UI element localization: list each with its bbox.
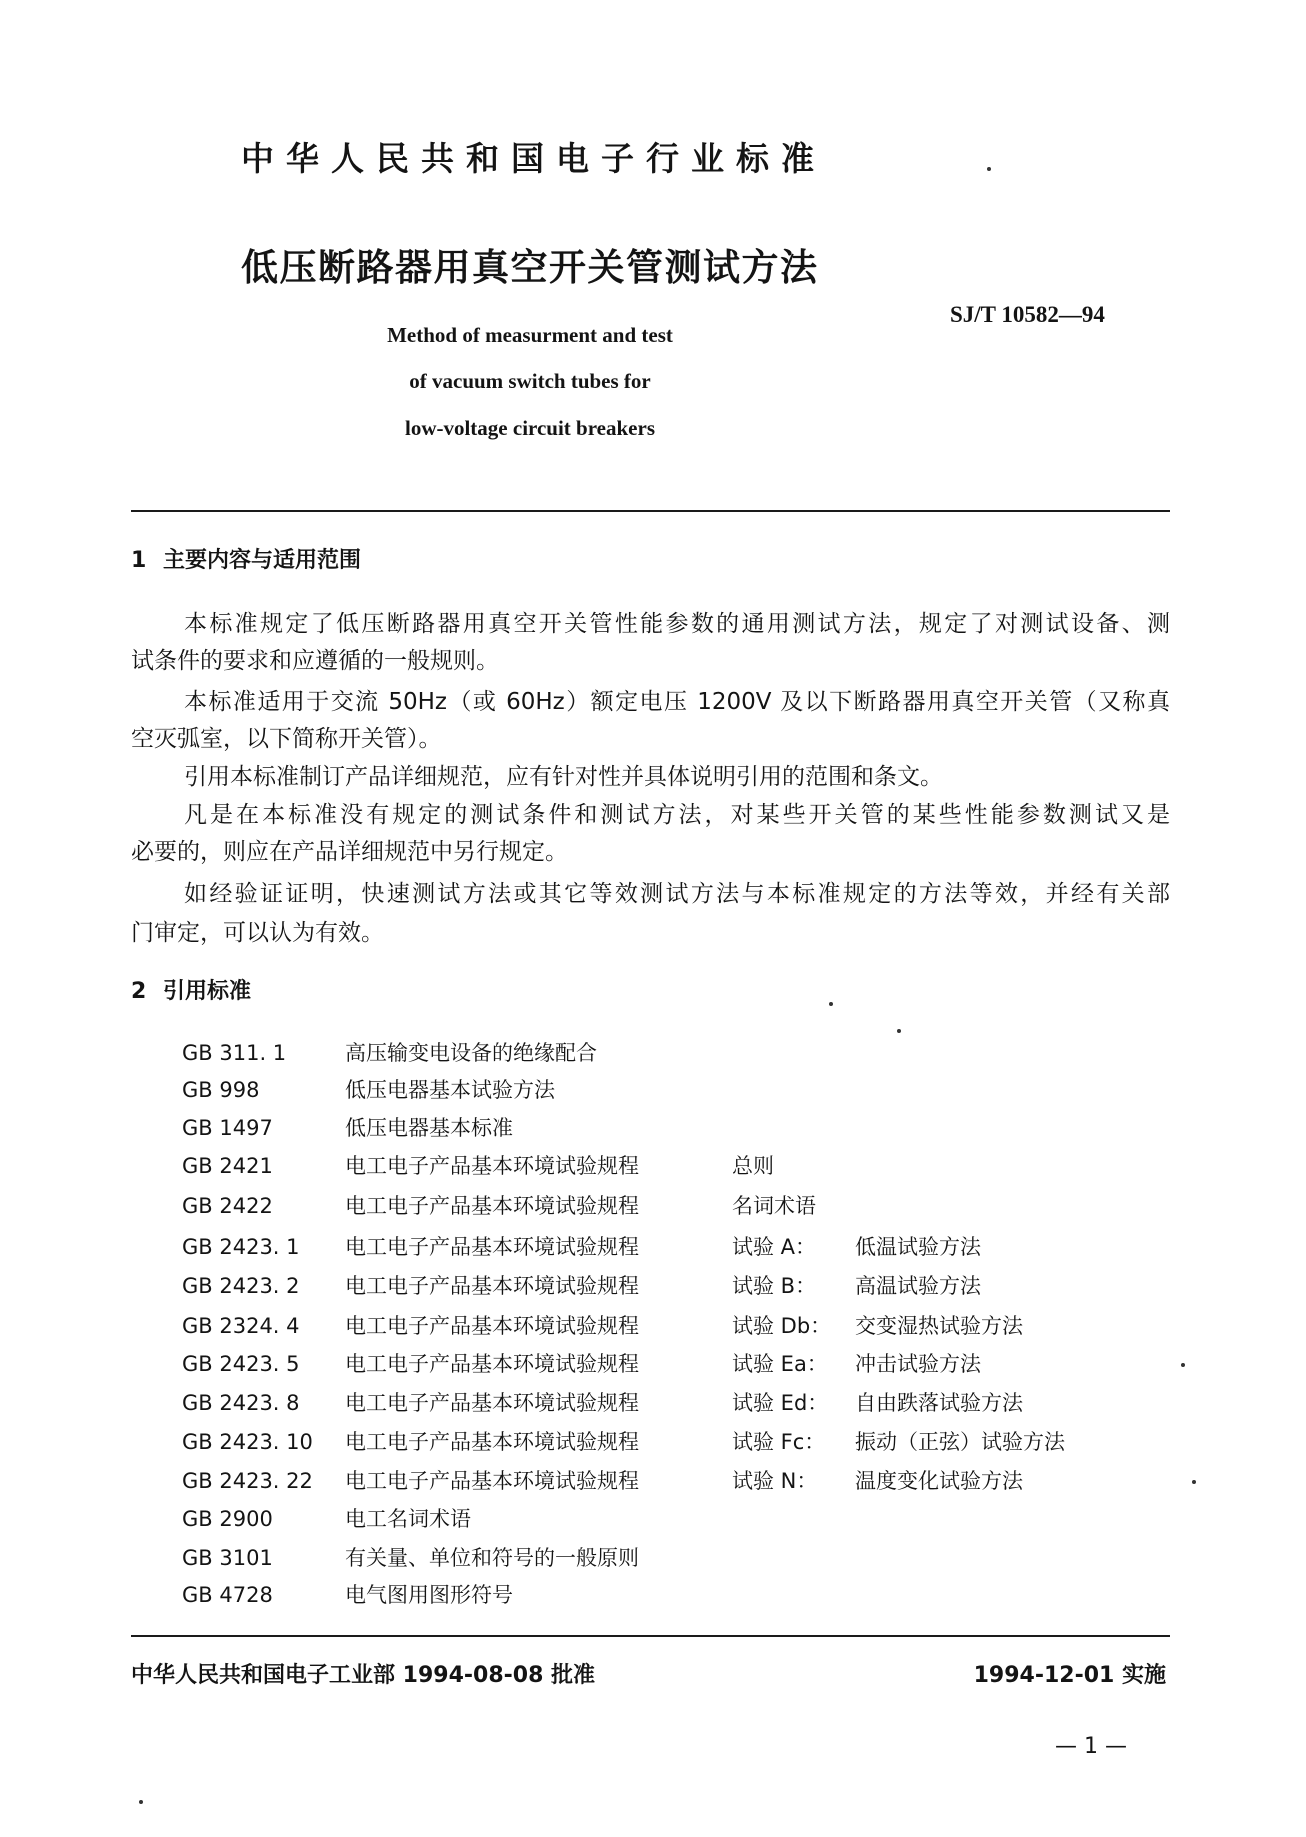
reference-method: 低温试验方法 — [855, 1235, 981, 1259]
english-title-line: Method of measurment and test — [387, 323, 673, 347]
scan-speck — [987, 167, 991, 171]
effective-date: 1994-12-01 实施 — [973, 1663, 1166, 1688]
reference-code: GB 3101 — [182, 1546, 273, 1570]
paragraph-line: 如经验证证明，快速测试方法或其它等效测试方法与本标准规定的方法等效，并经有关部 — [184, 881, 1170, 907]
reference-row — [0, 1310, 1306, 1342]
paragraph-line: 空灭弧室，以下简称开关管）。 — [131, 726, 442, 752]
reference-test: 试验 Fc： — [732, 1430, 826, 1454]
reference-row — [0, 1074, 1306, 1106]
reference-title: 有关量、单位和符号的一般原则 — [345, 1546, 639, 1570]
reference-row — [0, 1270, 1306, 1302]
reference-title: 电工电子产品基本环境试验规程 — [345, 1391, 639, 1415]
scan-speck — [1192, 1480, 1196, 1484]
header-divider — [131, 510, 1170, 512]
reference-method: 自由跌落试验方法 — [855, 1391, 1023, 1415]
reference-title: 电工电子产品基本环境试验规程 — [345, 1274, 639, 1298]
reference-row — [0, 1542, 1306, 1574]
reference-test: 总则 — [732, 1154, 774, 1178]
page-number: — 1 — — [1055, 1734, 1127, 1759]
reference-code: GB 2421 — [182, 1154, 273, 1178]
reference-code: GB 2423. 22 — [182, 1469, 313, 1493]
reference-row — [0, 1037, 1306, 1069]
reference-title: 电工电子产品基本环境试验规程 — [345, 1469, 639, 1493]
reference-code: GB 2324. 4 — [182, 1314, 300, 1338]
reference-code: GB 2423. 5 — [182, 1352, 300, 1376]
reference-title: 电气图用图形符号 — [345, 1583, 513, 1607]
english-title-line: low-voltage circuit breakers — [404, 416, 655, 440]
section-title: 主要内容与适用范围 — [163, 548, 362, 573]
reference-row — [0, 1503, 1306, 1535]
document-title: 低压断路器用真空开关管测试方法 — [241, 246, 819, 289]
reference-code: GB 4728 — [182, 1583, 273, 1607]
reference-test: 试验 N： — [732, 1469, 818, 1493]
scan-speck — [1181, 1363, 1185, 1367]
reference-code: GB 2422 — [182, 1194, 273, 1218]
reference-test: 试验 Ea： — [732, 1352, 828, 1376]
reference-row — [0, 1150, 1306, 1182]
reference-title: 电工电子产品基本环境试验规程 — [345, 1154, 639, 1178]
paragraph-line: 引用本标准制订产品详细规范，应有针对性并具体说明引用的范围和条文。 — [184, 764, 943, 790]
reference-code: GB 2423. 1 — [182, 1235, 300, 1259]
scan-speck — [897, 1029, 901, 1033]
reference-row — [0, 1190, 1306, 1222]
reference-row — [0, 1465, 1306, 1497]
reference-test: 试验 Db： — [732, 1314, 832, 1338]
issuing-body-header: 中华人民共和国电子行业标准 — [241, 139, 826, 178]
reference-title: 低压电器基本标准 — [345, 1116, 513, 1140]
scan-speck — [139, 1800, 143, 1804]
reference-code: GB 998 — [182, 1078, 260, 1102]
reference-row — [0, 1426, 1306, 1458]
section-title: 引用标准 — [163, 979, 252, 1004]
english-title-line: of vacuum switch tubes for — [409, 369, 651, 393]
footer-divider — [131, 1635, 1170, 1637]
scan-speck — [829, 1002, 833, 1006]
reference-code: GB 2423. 10 — [182, 1430, 313, 1454]
reference-method: 高温试验方法 — [855, 1274, 981, 1298]
reference-row — [0, 1231, 1306, 1263]
paragraph-line: 门审定，可以认为有效。 — [131, 920, 384, 946]
reference-method: 冲击试验方法 — [855, 1352, 981, 1376]
reference-title: 低压电器基本试验方法 — [345, 1078, 555, 1102]
reference-title: 电工电子产品基本环境试验规程 — [345, 1352, 639, 1376]
reference-test: 试验 Ed： — [732, 1391, 829, 1415]
reference-test: 试验 B： — [732, 1274, 817, 1298]
reference-method: 温度变化试验方法 — [855, 1469, 1023, 1493]
reference-title: 高压输变电设备的绝缘配合 — [345, 1041, 597, 1065]
reference-method: 交变湿热试验方法 — [855, 1314, 1023, 1338]
section-heading — [131, 547, 361, 575]
section-heading — [131, 978, 251, 1006]
reference-title: 电工名词术语 — [345, 1507, 471, 1531]
reference-title: 电工电子产品基本环境试验规程 — [345, 1235, 639, 1259]
reference-title: 电工电子产品基本环境试验规程 — [345, 1430, 639, 1454]
reference-row — [0, 1112, 1306, 1144]
reference-code: GB 2423. 8 — [182, 1391, 300, 1415]
standard-number: SJ/T 10582—94 — [950, 302, 1105, 327]
paragraph-line: 必要的，则应在产品详细规范中另行规定。 — [131, 839, 568, 865]
section-number: 2 — [131, 979, 147, 1004]
reference-code: GB 2900 — [182, 1507, 273, 1531]
paragraph-line: 凡是在本标准没有规定的测试条件和测试方法，对某些开关管的某些性能参数测试又是 — [184, 802, 1170, 828]
reference-code: GB 311. 1 — [182, 1041, 287, 1065]
reference-title: 电工电子产品基本环境试验规程 — [345, 1314, 639, 1338]
reference-code: GB 2423. 2 — [182, 1274, 300, 1298]
paragraph-line: 本标准规定了低压断路器用真空开关管性能参数的通用测试方法，规定了对测试设备、测 — [184, 611, 1170, 637]
approval-statement: 中华人民共和国电子工业部 1994-08-08 批准 — [131, 1663, 596, 1688]
reference-test: 名词术语 — [732, 1194, 816, 1218]
reference-method: 振动（正弦）试验方法 — [855, 1430, 1065, 1454]
paragraph-line: 本标准适用于交流 50Hz（或 60Hz）额定电压 1200V 及以下断路器用真空开关管（又称真 — [184, 689, 1170, 715]
section-number: 1 — [131, 548, 147, 573]
reference-row — [0, 1579, 1306, 1611]
reference-row — [0, 1348, 1306, 1380]
reference-row — [0, 1387, 1306, 1419]
paragraph-line: 试条件的要求和应遵循的一般规则。 — [131, 648, 499, 674]
reference-test: 试验 A： — [732, 1235, 817, 1259]
reference-title: 电工电子产品基本环境试验规程 — [345, 1194, 639, 1218]
reference-code: GB 1497 — [182, 1116, 273, 1140]
